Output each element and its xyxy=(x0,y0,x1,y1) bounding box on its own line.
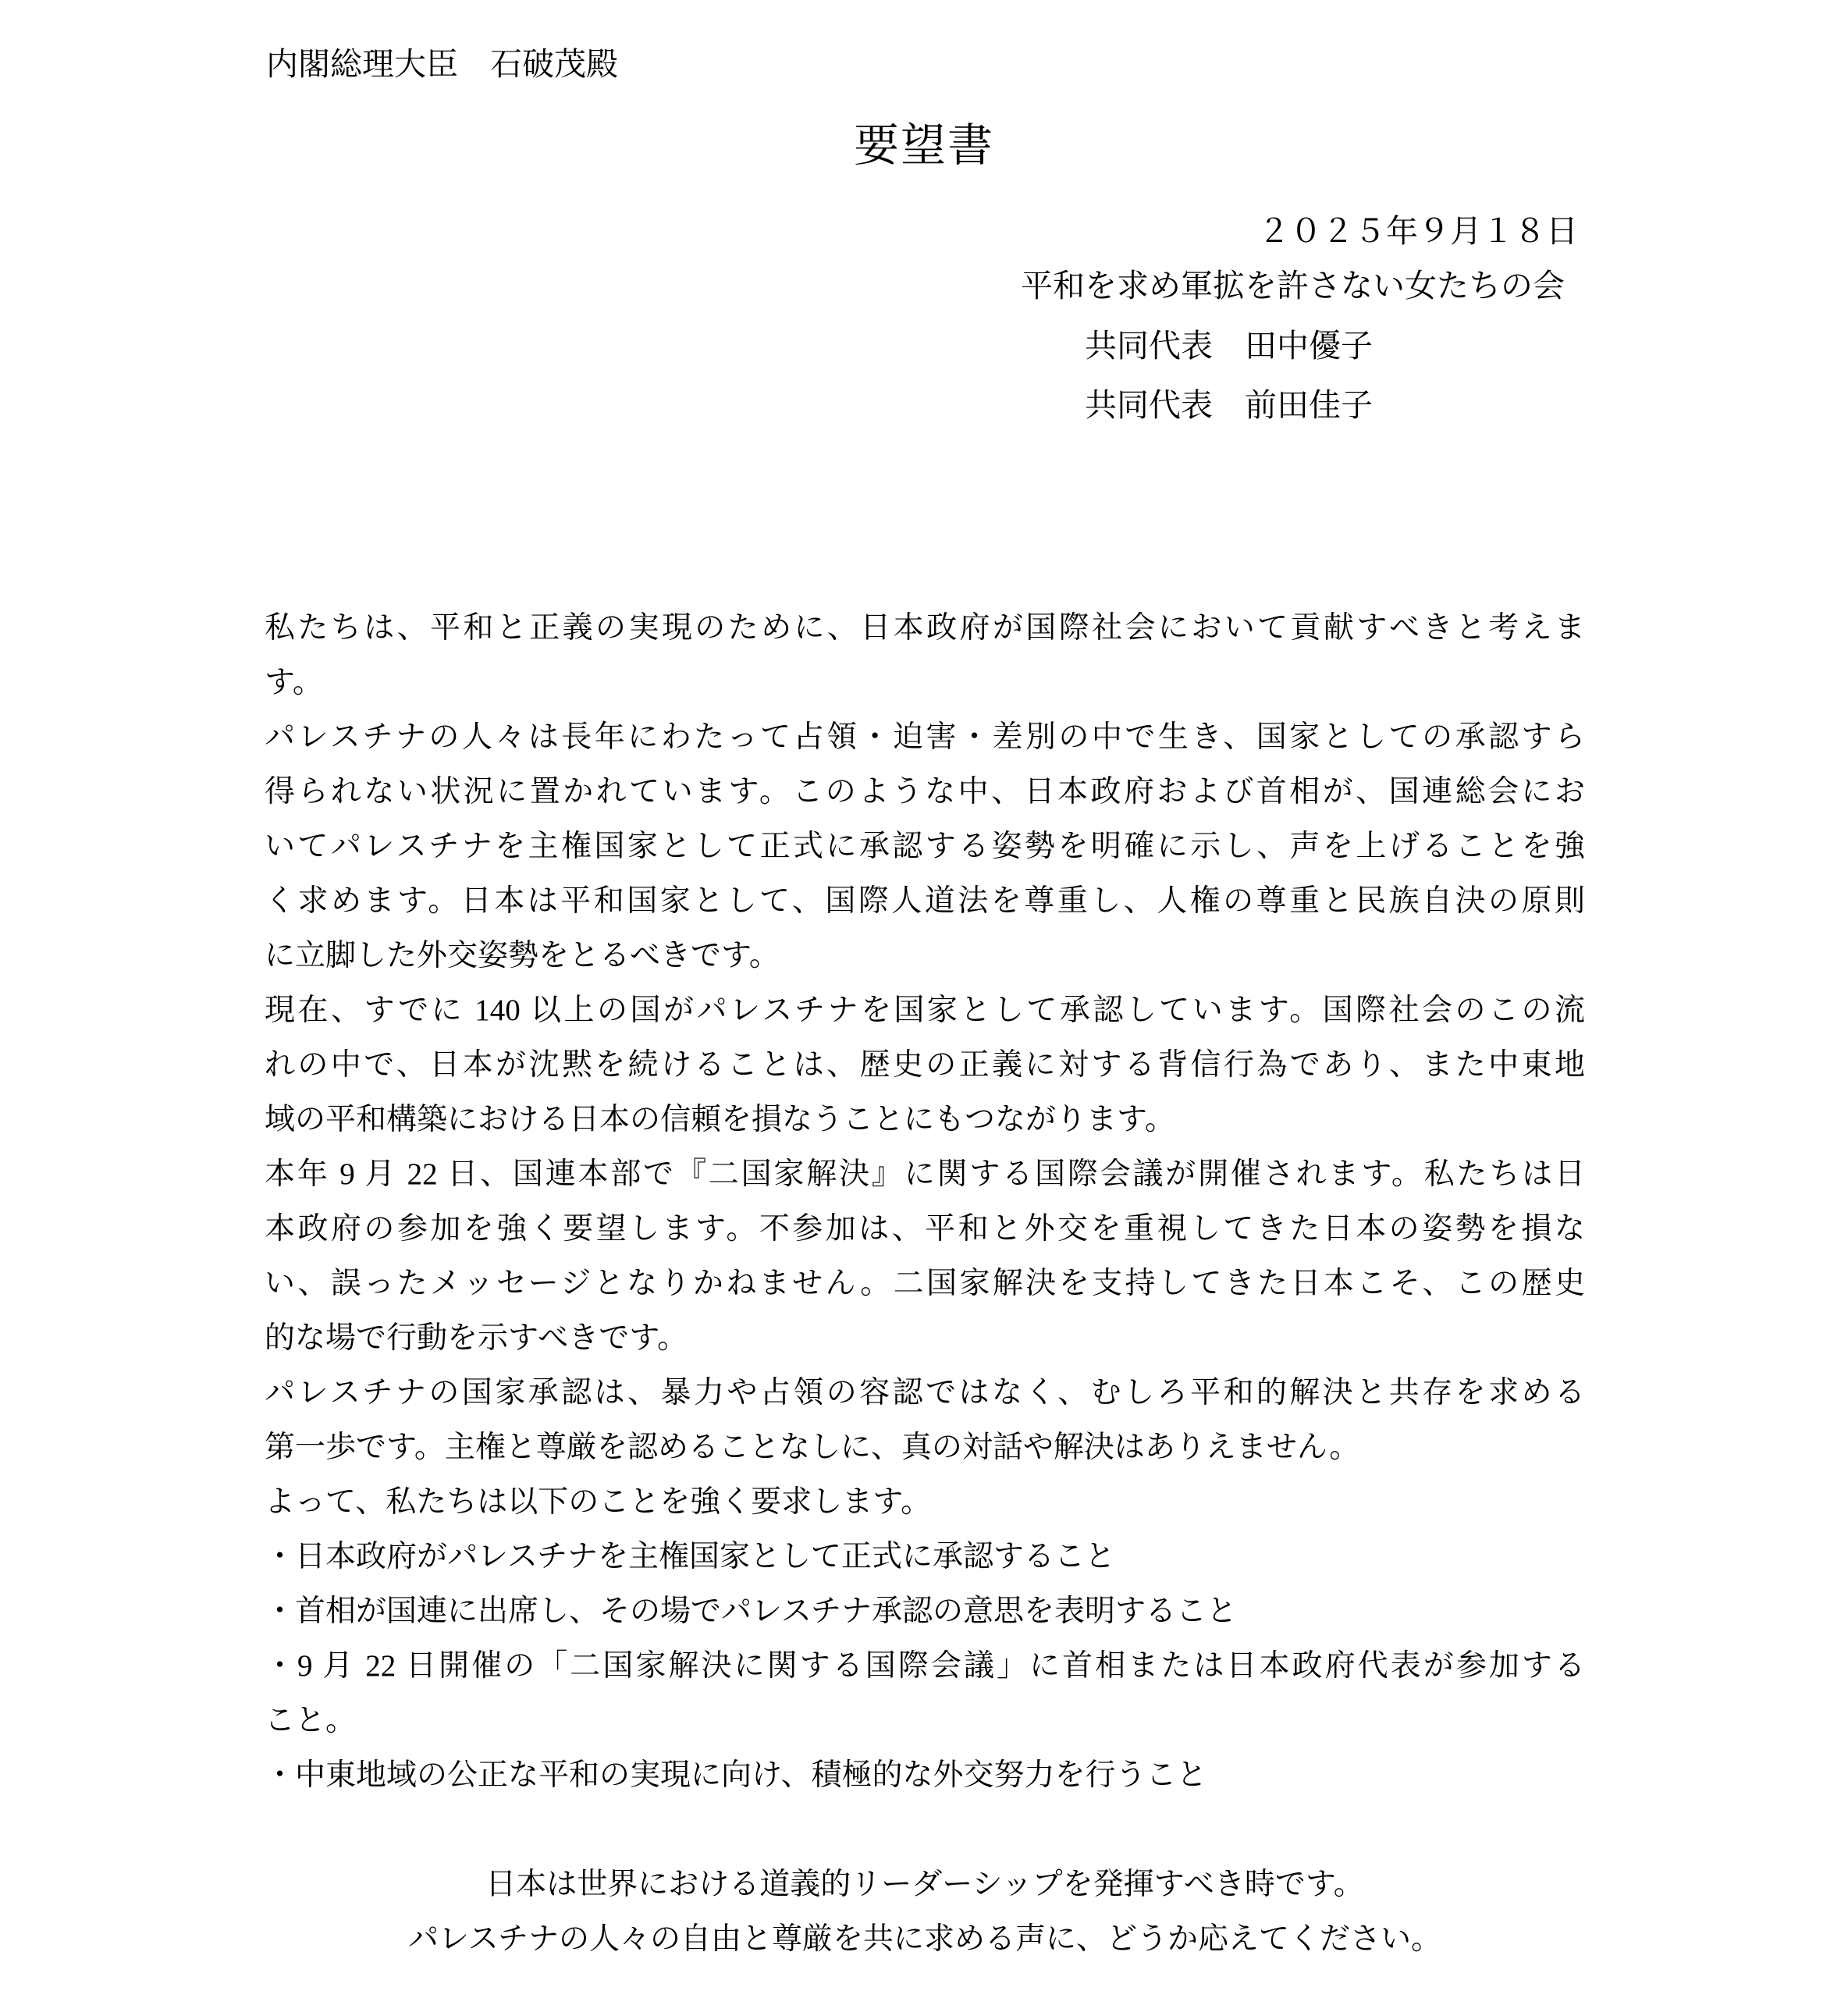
body-line: に立脚した外交姿勢をとるべきです。 xyxy=(265,939,780,972)
body-line: パレスチナの国家承認は、暴力や占領の容認ではなく、むしろ平和的解決と共存を求める xyxy=(265,1376,1585,1410)
body-line: 第一歩です。主権と尊厳を認めることなしに、真の対話や解決はありえません。 xyxy=(265,1431,1360,1464)
body-line: 域の平和構築における日本の信頼を損なうことにもつながります。 xyxy=(265,1103,1175,1136)
body-line: パレスチナの人々は長年にわたって占領・迫害・差別の中で生き、国家としての承認すら xyxy=(265,720,1585,754)
body-line: ・首相が国連に出席し、その場でパレスチナ承認の意思を表明すること xyxy=(265,1594,1238,1628)
representative-line: 共同代表 前田佳子 xyxy=(1085,387,1373,423)
body-line: 得られない状況に置かれています。このような中、日本政府および首相が、国連総会にお xyxy=(265,775,1585,809)
document-body xyxy=(265,601,1585,1967)
body-line: 現在、すでに 140 以上の国がパレスチナを国家として承認しています。国際社会のこの流 xyxy=(265,994,1585,1027)
body-line: ・9 月 22 日開催の「二国家解決に関する国際会議」に首相または日本政府代表が参加する xyxy=(265,1649,1585,1683)
date-line: ２０２５年９月１８日 xyxy=(1258,213,1578,249)
document-title: 要望書 xyxy=(853,120,994,171)
body-line: い、誤ったメッセージとなりかねません。二国家解決を支持してきた日本こそ、この歴史 xyxy=(265,1267,1585,1300)
body-line: よって、私たちは以下のことを強く要求します。 xyxy=(265,1485,932,1519)
body-line: く求めます。日本は平和国家として、国際人道法を尊重し、人権の尊重と民族自決の原則 xyxy=(265,884,1585,918)
body-line: 私たちは、平和と正義の実現のために、日本政府が国際社会において貢献すべきと考えま xyxy=(265,611,1585,645)
body-line: 的な場で行動を示すべきです。 xyxy=(265,1321,688,1355)
body-line: 本政府の参加を強く要望します。不参加は、平和と外交を重視してきた日本の姿勢を損な xyxy=(265,1212,1585,1246)
organization-line: 平和を求め軍拡を許さない女たちの会 xyxy=(1021,268,1565,304)
representative-line: 共同代表 田中優子 xyxy=(1085,328,1373,364)
body-line: ・中東地域の公正な平和の実現に向け、積極的な外交努力を行うこと xyxy=(265,1758,1207,1792)
closing-line: パレスチナの人々の自由と尊厳を共に求める声に、どうか応えてください。 xyxy=(407,1922,1442,1956)
closing-line: 日本は世界における道義的リーダーシップを発揮すべき時です。 xyxy=(485,1868,1364,1901)
body-line: ・日本政府がパレスチナを主権国家として正式に承認すること xyxy=(265,1540,1116,1573)
body-line: れの中で、日本が沈黙を続けることは、歴史の正義に対する背信行為であり、また中東地 xyxy=(265,1048,1585,1082)
body-line: す。 xyxy=(265,666,323,699)
blank-line xyxy=(265,1803,1585,1858)
body-line: こと。 xyxy=(265,1704,357,1737)
body-line: 本年 9 月 22 日、国連本部で『二国家解決』に関する国際会議が開催されます。私たちは日 xyxy=(265,1157,1585,1191)
addressee-line: 内閣総理大臣 石破茂殿 xyxy=(266,46,618,82)
body-line: いてパレスチナを主権国家として正式に承認する姿勢を明確に示し、声を上げることを強 xyxy=(265,830,1585,863)
